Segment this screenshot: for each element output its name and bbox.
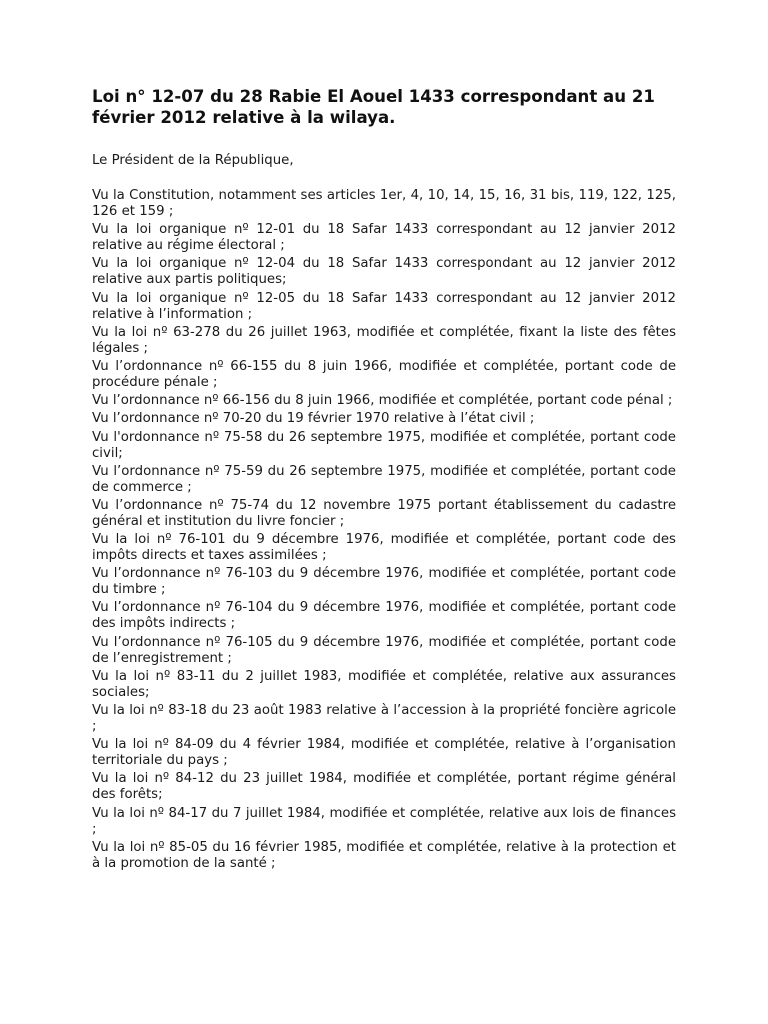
visa-item: Vu la loi nº 63-278 du 26 juillet 1963, modifiée et complétée, fixant la liste des fêtes légales ;	[92, 324, 676, 356]
visa-item: Vu l’ordonnance nº 70-20 du 19 février 1970 relative à l’état civil ;	[92, 411, 535, 427]
visa-item: Vu l’ordonnance nº 66-156 du 8 juin 1966, modifiée et complétée, portant code pénal ;	[92, 393, 673, 409]
visas-list	[92, 188, 676, 872]
document-page	[92, 86, 676, 874]
visa-item: Vu la loi nº 84-17 du 7 juillet 1984, modifiée et complétée, relative aux lois de finances ;	[92, 805, 676, 837]
law-title: Loi n° 12-07 du 28 Rabie El Aouel 1433 correspondant au 21 février 2012 relative à la wilaya.	[92, 87, 655, 127]
visa-item: Vu l’ordonnance nº 76-104 du 9 décembre 1976, modifiée et complétée, portant code des impôts indirects ;	[92, 600, 676, 632]
visa-item: Vu l’ordonnance nº 76-103 du 9 décembre 1976, modifiée et complétée, portant code du timbre ;	[92, 566, 676, 598]
visa-item: Vu la loi organique nº 12-04 du 18 Safar 1433 correspondant au 12 janvier 2012 relative aux partis politiques;	[92, 256, 676, 288]
visa-item: Vu la loi nº 83-18 du 23 août 1983 relative à l’accession à la propriété foncière agricole ;	[92, 703, 676, 734]
president-intro: Le Président de la République,	[92, 153, 294, 168]
visa-item: Vu la loi nº 76-101 du 9 décembre 1976, modifiée et complétée, portant code des impôts directs et taxes assimilées ;	[92, 532, 676, 564]
visa-item: Vu l’ordonnance nº 75-59 du 26 septembre 1975, modifiée et complétée, portant code de commerce ;	[92, 463, 676, 495]
visa-item: Vu la loi nº 85-05 du 16 février 1985, modifiée et complétée, relative à la protection et à la promotion de la santé ;	[92, 839, 676, 871]
visa-item: Vu la Constitution, notamment ses articles 1er, 4, 10, 14, 15, 16, 31 bis, 119, 122, 125, 126 et 159 ;	[92, 188, 676, 219]
visa-item: Vu la loi organique nº 12-01 du 18 Safar 1433 correspondant au 12 janvier 2012 relative au régime électoral ;	[92, 222, 676, 254]
visa-item: Vu l’ordonnance nº 76-105 du 9 décembre 1976, modifiée et complétée, portant code de l’enregistrement ;	[92, 634, 676, 666]
visa-item: Vu la loi nº 84-12 du 23 juillet 1984, modifiée et complétée, portant régime général des forêts;	[92, 771, 676, 803]
visa-item: Vu l’ordonnance nº 66-155 du 8 juin 1966, modifiée et complétée, portant code de procédure pénale ;	[92, 358, 676, 390]
visa-item: Vu la loi nº 83-11 du 2 juillet 1983, modifiée et complétée, relative aux assurances sociales;	[92, 668, 676, 700]
visa-item: Vu l’ordonnance nº 75-74 du 12 novembre 1975 portant établissement du cadastre général et institution du livre foncier ;	[92, 497, 676, 529]
visa-item: Vu la loi nº 84-09 du 4 février 1984, modifiée et complétée, relative à l’organisation territoriale du pays ;	[92, 737, 676, 769]
visa-item: Vu la loi organique nº 12-05 du 18 Safar 1433 correspondant au 12 janvier 2012 relative à l’information ;	[92, 290, 676, 322]
visa-item: Vu l'ordonnance nº 75-58 du 26 septembre 1975, modifiée et complétée, portant code civil;	[92, 429, 676, 461]
